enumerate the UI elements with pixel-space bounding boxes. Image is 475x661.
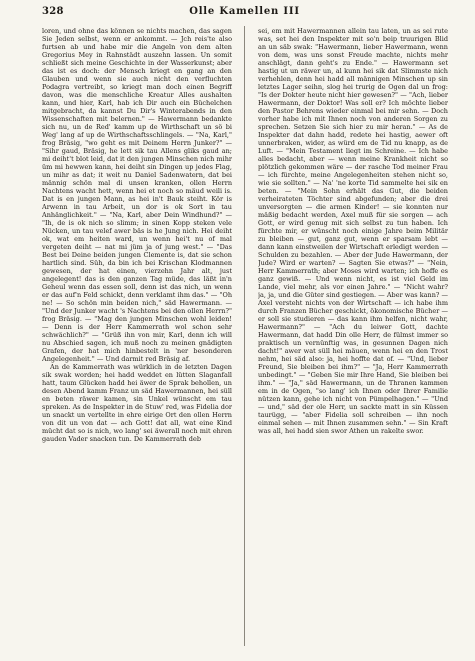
- paragraph: An de Kammerrath was würklich in de letzten Dagen sik swak worden; hei hadd weddet en lütten Slaganfall hatt, taum Glücken hadd hei äwer de Sprak behollen, un desen Abend kamm Franz un säd Hawermannen, hei süll en beten räwer kamen, sin Unkel wünscht em tau spreken. As de Inspekter in de Stuw' red, was Fidelia dor un snackt un vertellte in ehre eirige Ort den ollen Herrn von dit un von dat — ach Gott! dat all, wat eine Kind mücht dat so is nich, wo lang' sei äwerall noch mit ehren gauden Vader snacken tun. De Kammerrath deb: [42, 363, 232, 443]
- page-number: 328: [42, 6, 64, 17]
- column-divider: [244, 26, 245, 646]
- running-title: Olle Kamellen III: [189, 6, 300, 17]
- left-column: [42, 27, 232, 645]
- running-head: [42, 6, 447, 20]
- paragraph: sei, em mit Hawermannen allein tau laten, un as sei rute was, set hei den Inspekter mit so'n beip truurigen Blid an un säb swak: "Hawermann, lieber Hawermann, wenn von dem, was uns sonst Freude machte, nichts mehr anschlägt, dann geht's zu Ende." — Hawermann set hastig ut un räwer un, al kunn hei sik dat Slimmste nich verhehlen, denn hei hadd all männigen Minschen up sin letztes Lager seihn, slog hei trurig de Ogen dal un frog: "Is der Dokter heute nicht hier gewesen?" — "Ach, lieber Hawermann, der Doktor! Was soll er? Ich möchte lieber den Pastor Behrens wieder einmal bei mir sehn. — Doch vorher habe ich mit Ihnen noch von anderen Sorgen zu sprechen. Setzen Sie sich hier zu mir heran." — As de Inspekter dat dahn hadd, redete hei hastig, aewer oft unnerbraken, wider, as würd em de Tid nu knapp, as de Luft. — "Mein Testament liegt im Schreine. — Ich habe alles bedacht, aber — wenn meine Krankheit nicht so plötzlich gekommen wäre — der rasche Tod meiner Frau — ich fürchte, meine Angelegenheiten stehen nicht so, wie sie sollten." — Na' 'ne korte Tid sammelte hei sik en beten. — "Mein Sohn erhält das Gut, die beiden verheirateten Töchter sind abgefunden; aber die drei unversorgten — die armen Kinder! — sie konnten nur mäßig bedacht werden, Axel muß für sie sorgen — ach Gott, er wird genug mit sich selbst zu tun haben. Ich fürchte mir, er wünscht noch einige Jahre beim Militär zu bleiben — gut, ganz gut, wenn er sparsam lebt — dann kann einstweilen der Wirtschaft erledigt werden — Schulden zu bezahlen. — Aber der Jude Hawermann, der Jude? Wird er warten? — Sagten Sie etwas?" — "Nein, Herr Kammerrath; aber Moses wird warten; ich hoffe es ganz gewiß. — Und wenn nicht, es ist viel Geld im Lande, viel mehr, als vor einen Jahre." — "Nicht wahr? ja, ja, und die Güter sind gestiegen. — Aber was kann? — Axel versteht nichts von der Wirtschaft — ich habe ihm durch Franzen Bücher geschickt, ökonomische Bücher — er soll sie studieren — das kann ihm helfen, nicht wahr, Hawermann?" — "Ach du leiwer Gott, dachte Hawermann, dat hadd Din olle Herr, de fülmst immer so praktisch un vernünftig was, in gesunnen Dagen nich dacht!" awer wat süll hei mäuen, wenn hei en den Trost nehm, hei säd also: ja, hei hoffte dat of. — "Und, lieber Freund, Sie bleiben bei ihm?" — "Ja, Herr Kammerrath unbedingt." — "Geben Sie mir Ihre Hand, Sie bleiben bei ihm." — "Ja," säd Hawermann, un de Thranen kammen em in de Ogen, "so lang' ich Ihnen oder Ihrer Familie nützen kann, gehe ich nicht von Pümpelhagen." — "Und — und," säd der ole Herr, un sackte matt in sin Küssen taurügg, — "aber Fidelia soll schreiben — ihn noch einmal sehen — mit Ihnen zusammen sehn." — Sin Kraft was all, hei hadd sien swor Athen un rakelte swor.: [258, 27, 448, 435]
- paragraph: loren, und ohne das können se nichts machen, das sagen Sie Jeden selbst, wenn er ankommt. — Jch reis'te also furtsen ab und habe mir die Angeln von dem alten Gregorius Mey in Rahnstädt auszehn lassen. Un somit schließt sich meine Geschichte in der Wasserkunst; aber das ist es doch: der Mensch kriegt en gang an den Glauben und wenn sie auch nicht den verfluchten Podagra vertreibt, so kriegt man doch einen Begriff davon, was die menschliche Kreatur Alles aushalten kann, und hier, Karl, hab ich Dir auch ein Büchelchen mitgebracht, da kannst Du Dir's Winterabends in den Wissenschaften mit belernen." — Hawermann bedankte sich nu, un de Red' kamm up de Wirthschaft un sö bi Weg' lang af up de Wirthschaftsschlingels. — "Na, Karl," frog Bräsig, "wo geht es mit Deinem Herrn Junker?" — "Sihr gaud, Bräsig, he lett sik tau Allens gliks gaud an; mi deiht't blot leid, dat it den jungen Minschen nich mihr üm mi hewwen kann, hei deiht sin Dingen up jedes Flag, un mihr as dat; it weit nu Daniel Sadenwatern, dat bei männig schön mal di unsen kranken, ollen Herrn Nachtens wacht hett, wenn hei et noch so mäud weili is. Dat is en jungen Mann, as hei in't Bauk steiht. Kör is Arwenn in tau Arbeit, un dor is ok Sort in tau Anhänglichkeit." — "Na, Karl, aber Dein Windhund?" — "Ih, de is ok nich so slimm; in sinen Kopp steken vele Nücken, un tau velef awer bäs is he Jung nich. Hei deiht ok, wat em heiten ward, un wenn hei't nu of mal vergeten deiht — nat mi jüm ja of jung west." — "Das Best bei Deine beiden jungen Clemente is, dat sie schon hartlich sind. Süh, da bin ich bei Krischan Klodmannen gewesen, der hat einen, vierzehn Jahr alt, just angelegent! das is den ganzen Tag müde, das läßt in'n Geheul wenn das essen soll, denn ist das nich, un wenn er das auf'n Feld schickt, denn verklamt ihm das." — "Oh ne! — So schön min beiden nich," säd Hawermann. — "Und der Junker wacht 's Nachtens bei den ollen Herrn?" frog Bräsig. — "Mag den jungen Minschen wohl leiden! — Denn is der Herr Kammerrath wol schon sehr schwächlich?" — "Grüß ihn von mir, Karl, denn ich will nu Abschied sagen, ich muß noch zu meinen gnädigten Grafen, der hat mich hinbestelt in 'ner besonderen Angelegenheit." — Und darmit red Bräsig af.: [42, 27, 232, 363]
- right-column: [258, 27, 448, 645]
